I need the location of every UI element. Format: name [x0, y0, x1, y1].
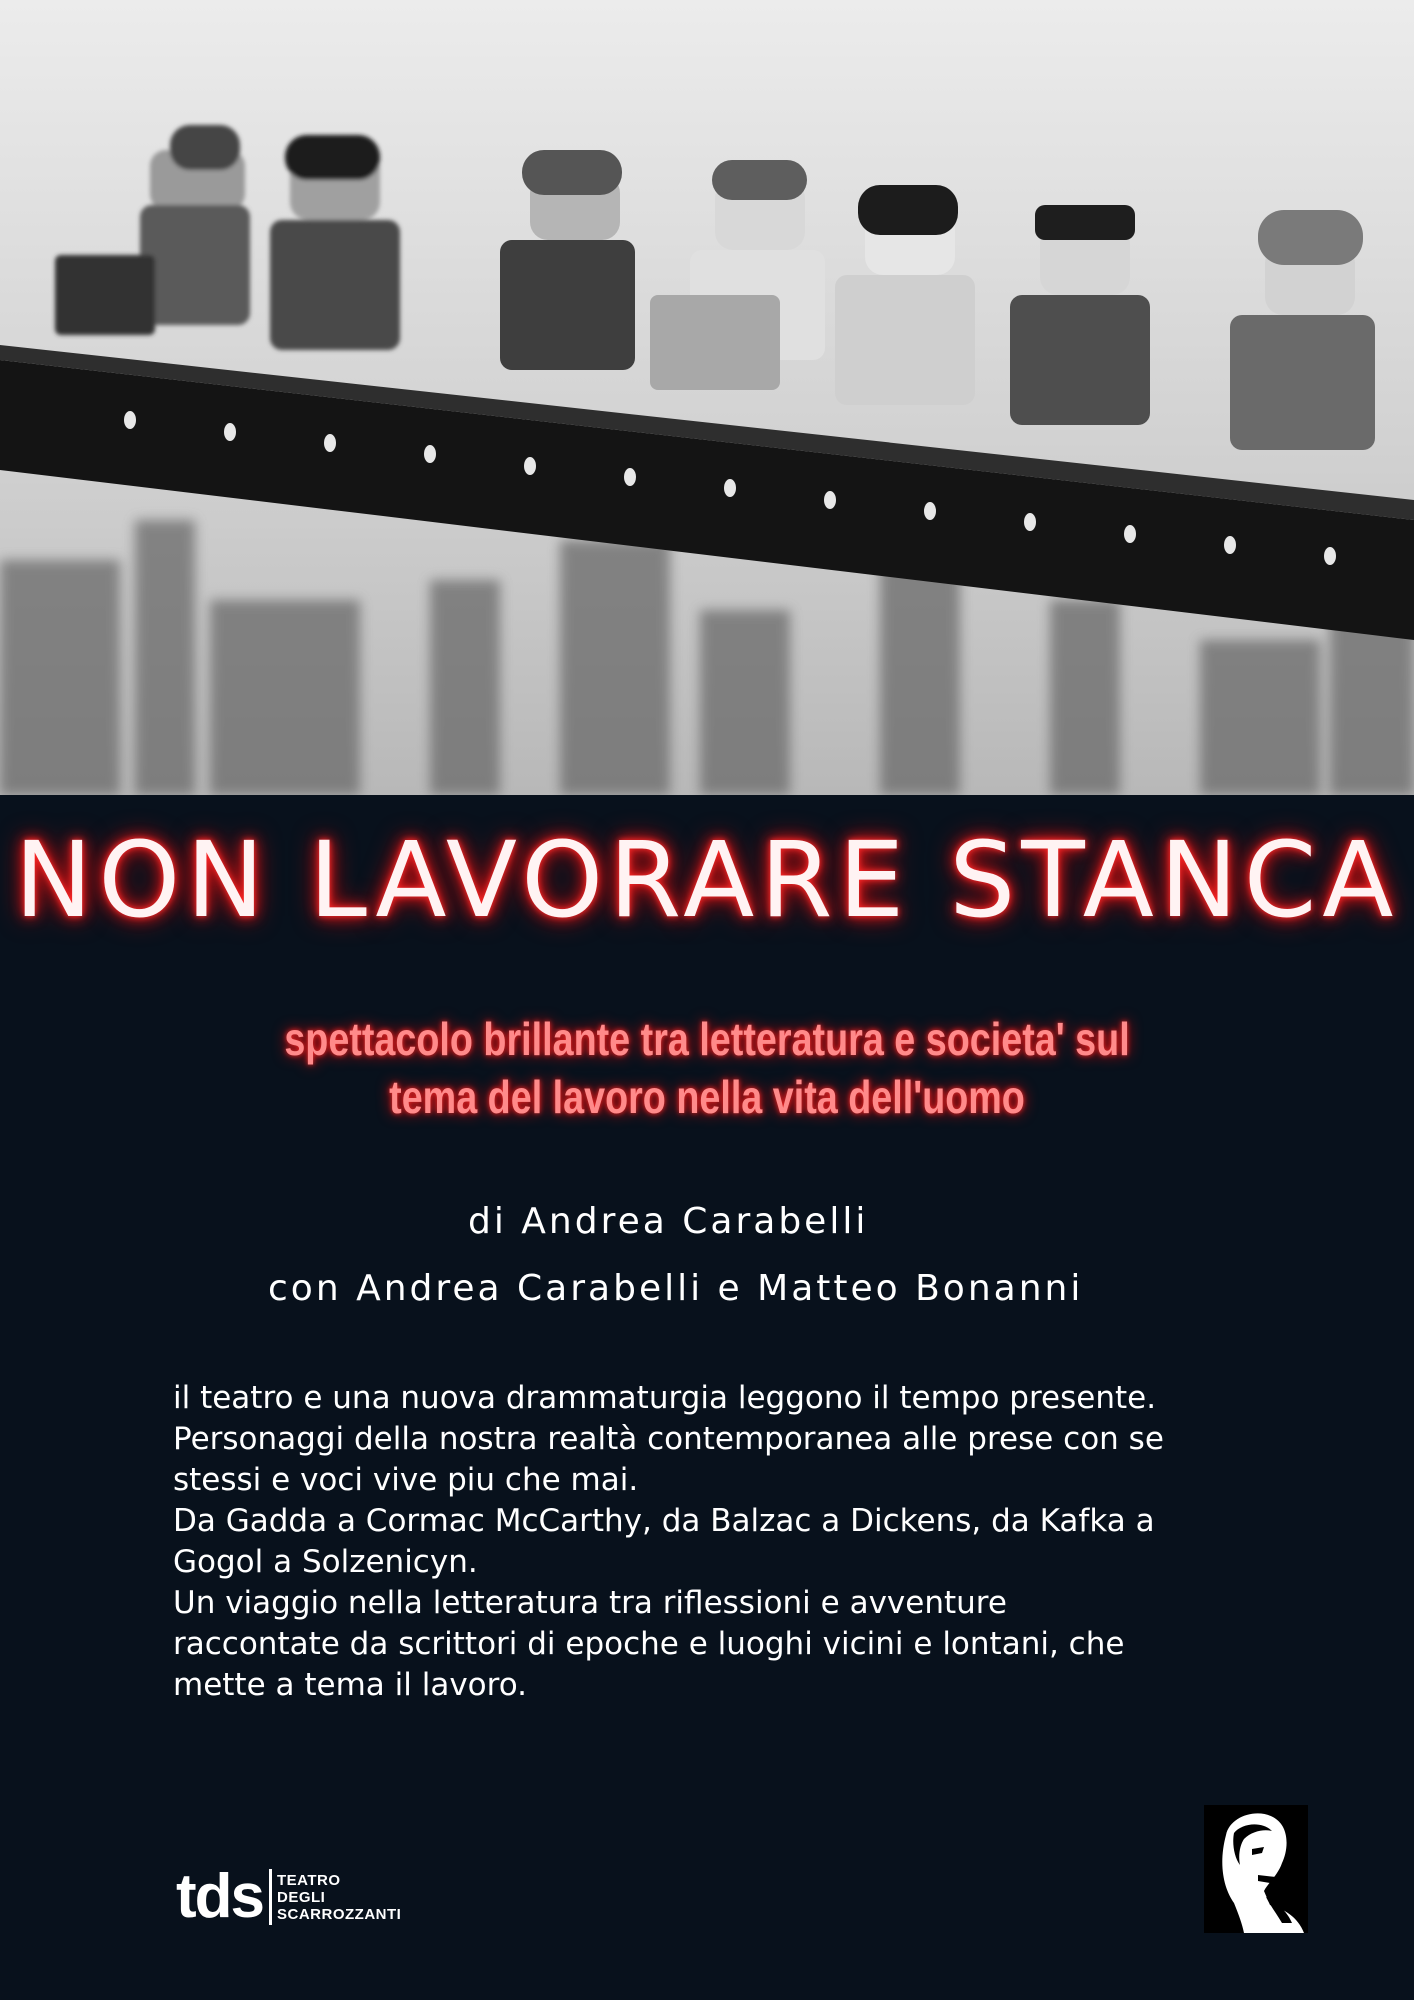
description-line: raccontate da scrittori di epoche e luoghi vicini e lontani, che: [173, 1626, 1125, 1662]
description-line: Da Gadda a Cormac McCarthy, da Balzac a Dickens, da Kafka a: [173, 1503, 1155, 1539]
description-line: Personaggi della nostra realtà contemporanea alle prese con se: [173, 1421, 1164, 1457]
author-portrait-icon: [1204, 1805, 1308, 1933]
description-line: Un viaggio nella letteratura tra riflessioni e avventure: [173, 1585, 1007, 1621]
description-line: mette a tema il lavoro.: [173, 1667, 527, 1703]
lego-workers-photo: [0, 0, 1414, 795]
subtitle-line: spettacolo brillante tra letteratura e societa' sul: [284, 1013, 1130, 1065]
description-line: il teatro e una nuova drammaturgia leggono il tempo presente.: [173, 1380, 1157, 1416]
tds-logo: [176, 1862, 401, 1932]
logo-divider: [269, 1869, 272, 1925]
logo-word: TEATRO: [277, 1871, 341, 1889]
poster-title: NON LAVORARE STANCA: [14, 819, 1400, 941]
logo-word: SCARROZZANTI: [277, 1905, 402, 1923]
author-credit: di Andrea Carabelli: [468, 1201, 869, 1242]
logo-words: [277, 1872, 401, 1923]
subtitle-line: tema del lavoro nella vita dell'uomo: [389, 1071, 1025, 1123]
logo-mark: tds: [176, 1862, 263, 1931]
logo-word: DEGLI: [277, 1888, 326, 1906]
cast-credit: con Andrea Carabelli e Matteo Bonanni: [268, 1268, 1084, 1309]
description-line: stessi e voci vive piu che mai.: [173, 1462, 639, 1498]
description-line: Gogol a Solzenicyn.: [173, 1544, 478, 1580]
description: [173, 1378, 1323, 1706]
poster-subtitle: [176, 1010, 1237, 1126]
